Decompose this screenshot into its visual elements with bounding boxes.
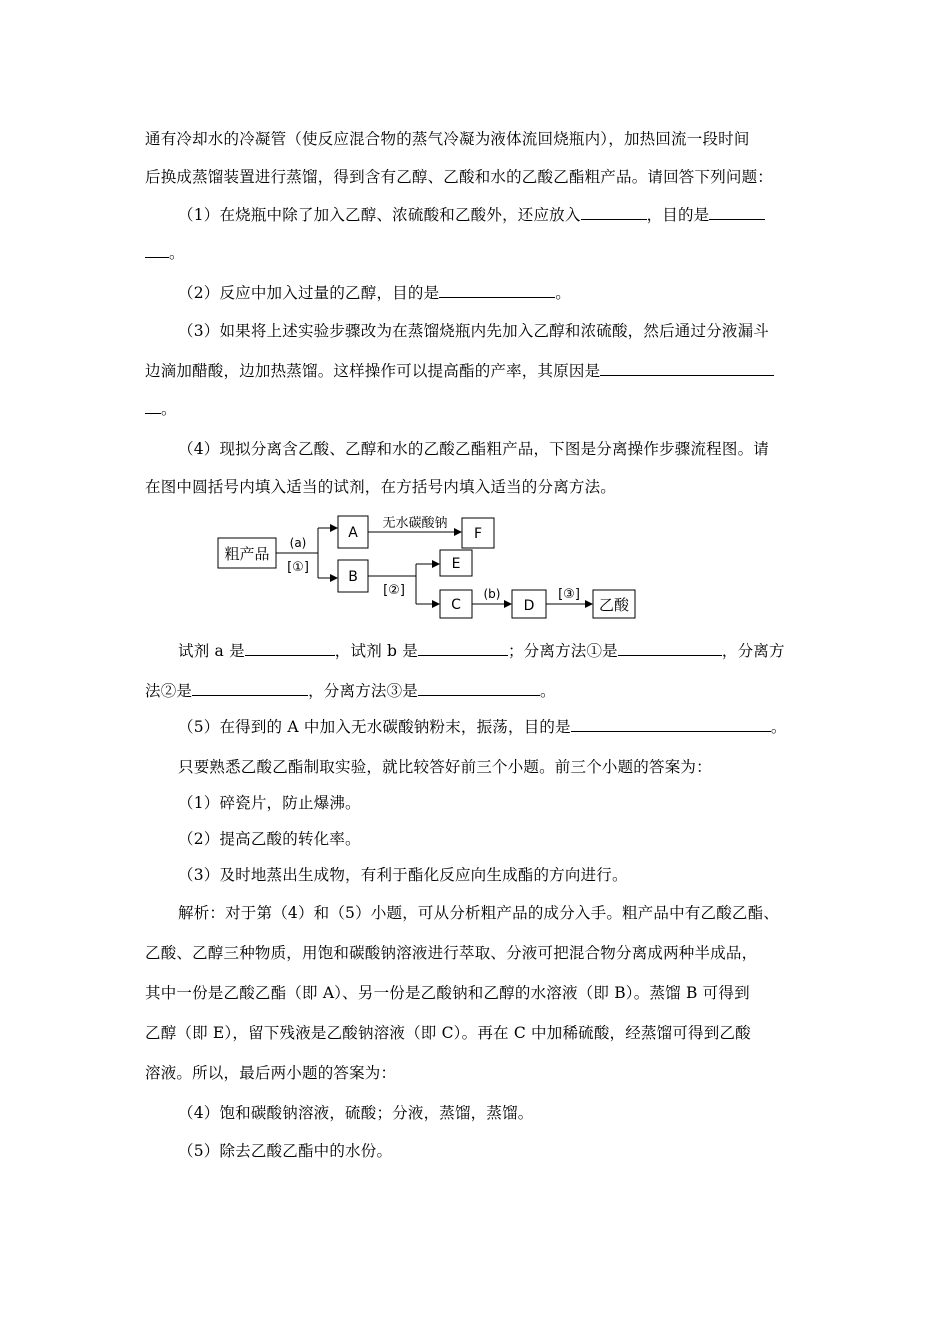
answer-blank [581, 205, 647, 220]
label-method-3: [③] [558, 587, 580, 602]
q5-end: 。 [770, 718, 787, 736]
answer-blank [709, 205, 765, 220]
q3-text: 边滴加醋酸，边加热蒸馏。这样操作可以提高酯的产率，其原因是 [145, 362, 601, 380]
fill-text: ，分离方法③是 [308, 682, 419, 700]
label-crude-product: 粗产品 [224, 545, 270, 563]
solution-intro: 只要熟悉乙酸乙酯制取实验，就比较答好前三个小题。前三个小题的答案为： [178, 758, 712, 776]
answer-blank [192, 681, 308, 696]
para-line-2: 后换成蒸馏装置进行蒸馏，得到含有乙醇、乙酸和水的乙酸乙酯粗产品。请回答下列问题： [145, 168, 774, 186]
label-method-1: [①] [287, 560, 309, 575]
analysis-line-3: 其中一份是乙酸乙酯（即 A）、另一份是乙酸钠和乙醇的水溶液（即 B）。蒸馏 B 可得到 [145, 984, 750, 1002]
fill-text: 法②是 [145, 682, 193, 700]
answer-1: （1）碎瓷片，防止爆沸。 [178, 794, 361, 812]
fill-text: ，分离方 [721, 642, 785, 660]
answer-3: （3）及时地蒸出生成物，有利于酯化反应向生成酯的方向进行。 [178, 866, 628, 884]
question-4-line-2: 在图中圆括号内填入适当的试剂，在方括号内填入适当的分离方法。 [145, 478, 617, 496]
question-3-line-2 [145, 360, 774, 382]
q2-text: （2）反应中加入过量的乙醇，目的是 [178, 284, 440, 302]
q5-text: （5）在得到的 A 中加入无水碳酸钠粉末，振荡，目的是 [178, 718, 571, 736]
analysis-line-1: 解析：对于第（4）和（5）小题，可从分析粗产品的成分入手。粗产品中有乙酸乙酯、 [178, 904, 780, 922]
label-F: F [473, 526, 483, 542]
answer-blank [145, 243, 169, 258]
label-C: C [451, 597, 461, 613]
label-method-2: [②] [383, 583, 405, 598]
q1-text-2: ，目的是 [646, 206, 710, 224]
answer-blank [618, 641, 722, 656]
answer-blank [145, 399, 161, 414]
question-5 [178, 716, 787, 738]
label-reagent-a: (a) [289, 536, 307, 550]
q3-end: 。 [161, 400, 177, 418]
answer-blank [439, 283, 555, 298]
analysis-line-4: 乙醇（即 E），留下残液是乙酸钠溶液（即 C）。再在 C 中加稀硫酸，经蒸馏可得到乙酸 [145, 1024, 751, 1042]
answer-blank [418, 641, 508, 656]
fill-text: 。 [540, 682, 556, 700]
answer-blank [418, 681, 540, 696]
label-reagent-b: (b) [483, 587, 501, 601]
fill-line-2 [145, 680, 556, 702]
question-1 [178, 204, 765, 226]
label-E: E [451, 556, 461, 572]
question-1-cont [145, 242, 185, 264]
fill-line-1 [178, 640, 785, 662]
analysis-line-5: 溶液。所以，最后两小题的答案为： [145, 1064, 397, 1082]
separation-flowchart [210, 508, 650, 620]
label-D: D [523, 598, 535, 614]
question-2 [178, 282, 571, 304]
label-A: A [348, 525, 358, 541]
answer-blank [600, 361, 774, 376]
question-4-line-1: （4）现拟分离含乙酸、乙醇和水的乙酸乙酯粗产品，下图是分离操作步骤流程图。请 [178, 440, 769, 458]
para-line-1: 通有冷却水的冷凝管（使反应混合物的蒸气冷凝为液体流回烧瓶内），加热回流一段时间 [145, 130, 750, 148]
label-acetic-acid: 乙酸 [598, 596, 630, 614]
answer-5: （5）除去乙酸乙酯中的水份。 [178, 1142, 393, 1160]
q1-text: （1）在烧瓶中除了加入乙醇、浓硫酸和乙酸外，还应放入 [178, 206, 581, 224]
answer-2: （2）提高乙酸的转化率。 [178, 830, 361, 848]
answer-blank [571, 717, 771, 732]
question-3-cont [145, 398, 177, 420]
label-drying-agent: 无水碳酸钠 [382, 516, 448, 531]
q2-end: 。 [555, 284, 571, 302]
fill-text: 试剂 a 是 [178, 642, 245, 660]
fill-text: ；分离方法①是 [507, 642, 618, 660]
question-3-line-1: （3）如果将上述实验步骤改为在蒸馏烧瓶内先加入乙醇和浓硫酸，然后通过分液漏斗 [178, 322, 769, 340]
analysis-line-2: 乙酸、乙醇三种物质，用饱和碳酸钠溶液进行萃取、分液可把混合物分离成两种半成品， [145, 944, 758, 962]
label-B: B [348, 569, 358, 585]
q1-end: 。 [169, 244, 185, 262]
answer-blank [245, 641, 335, 656]
answer-4: （4）饱和碳酸钠溶液，硫酸；分液，蒸馏，蒸馏。 [178, 1104, 534, 1122]
fill-text: ，试剂 b 是 [334, 642, 418, 660]
